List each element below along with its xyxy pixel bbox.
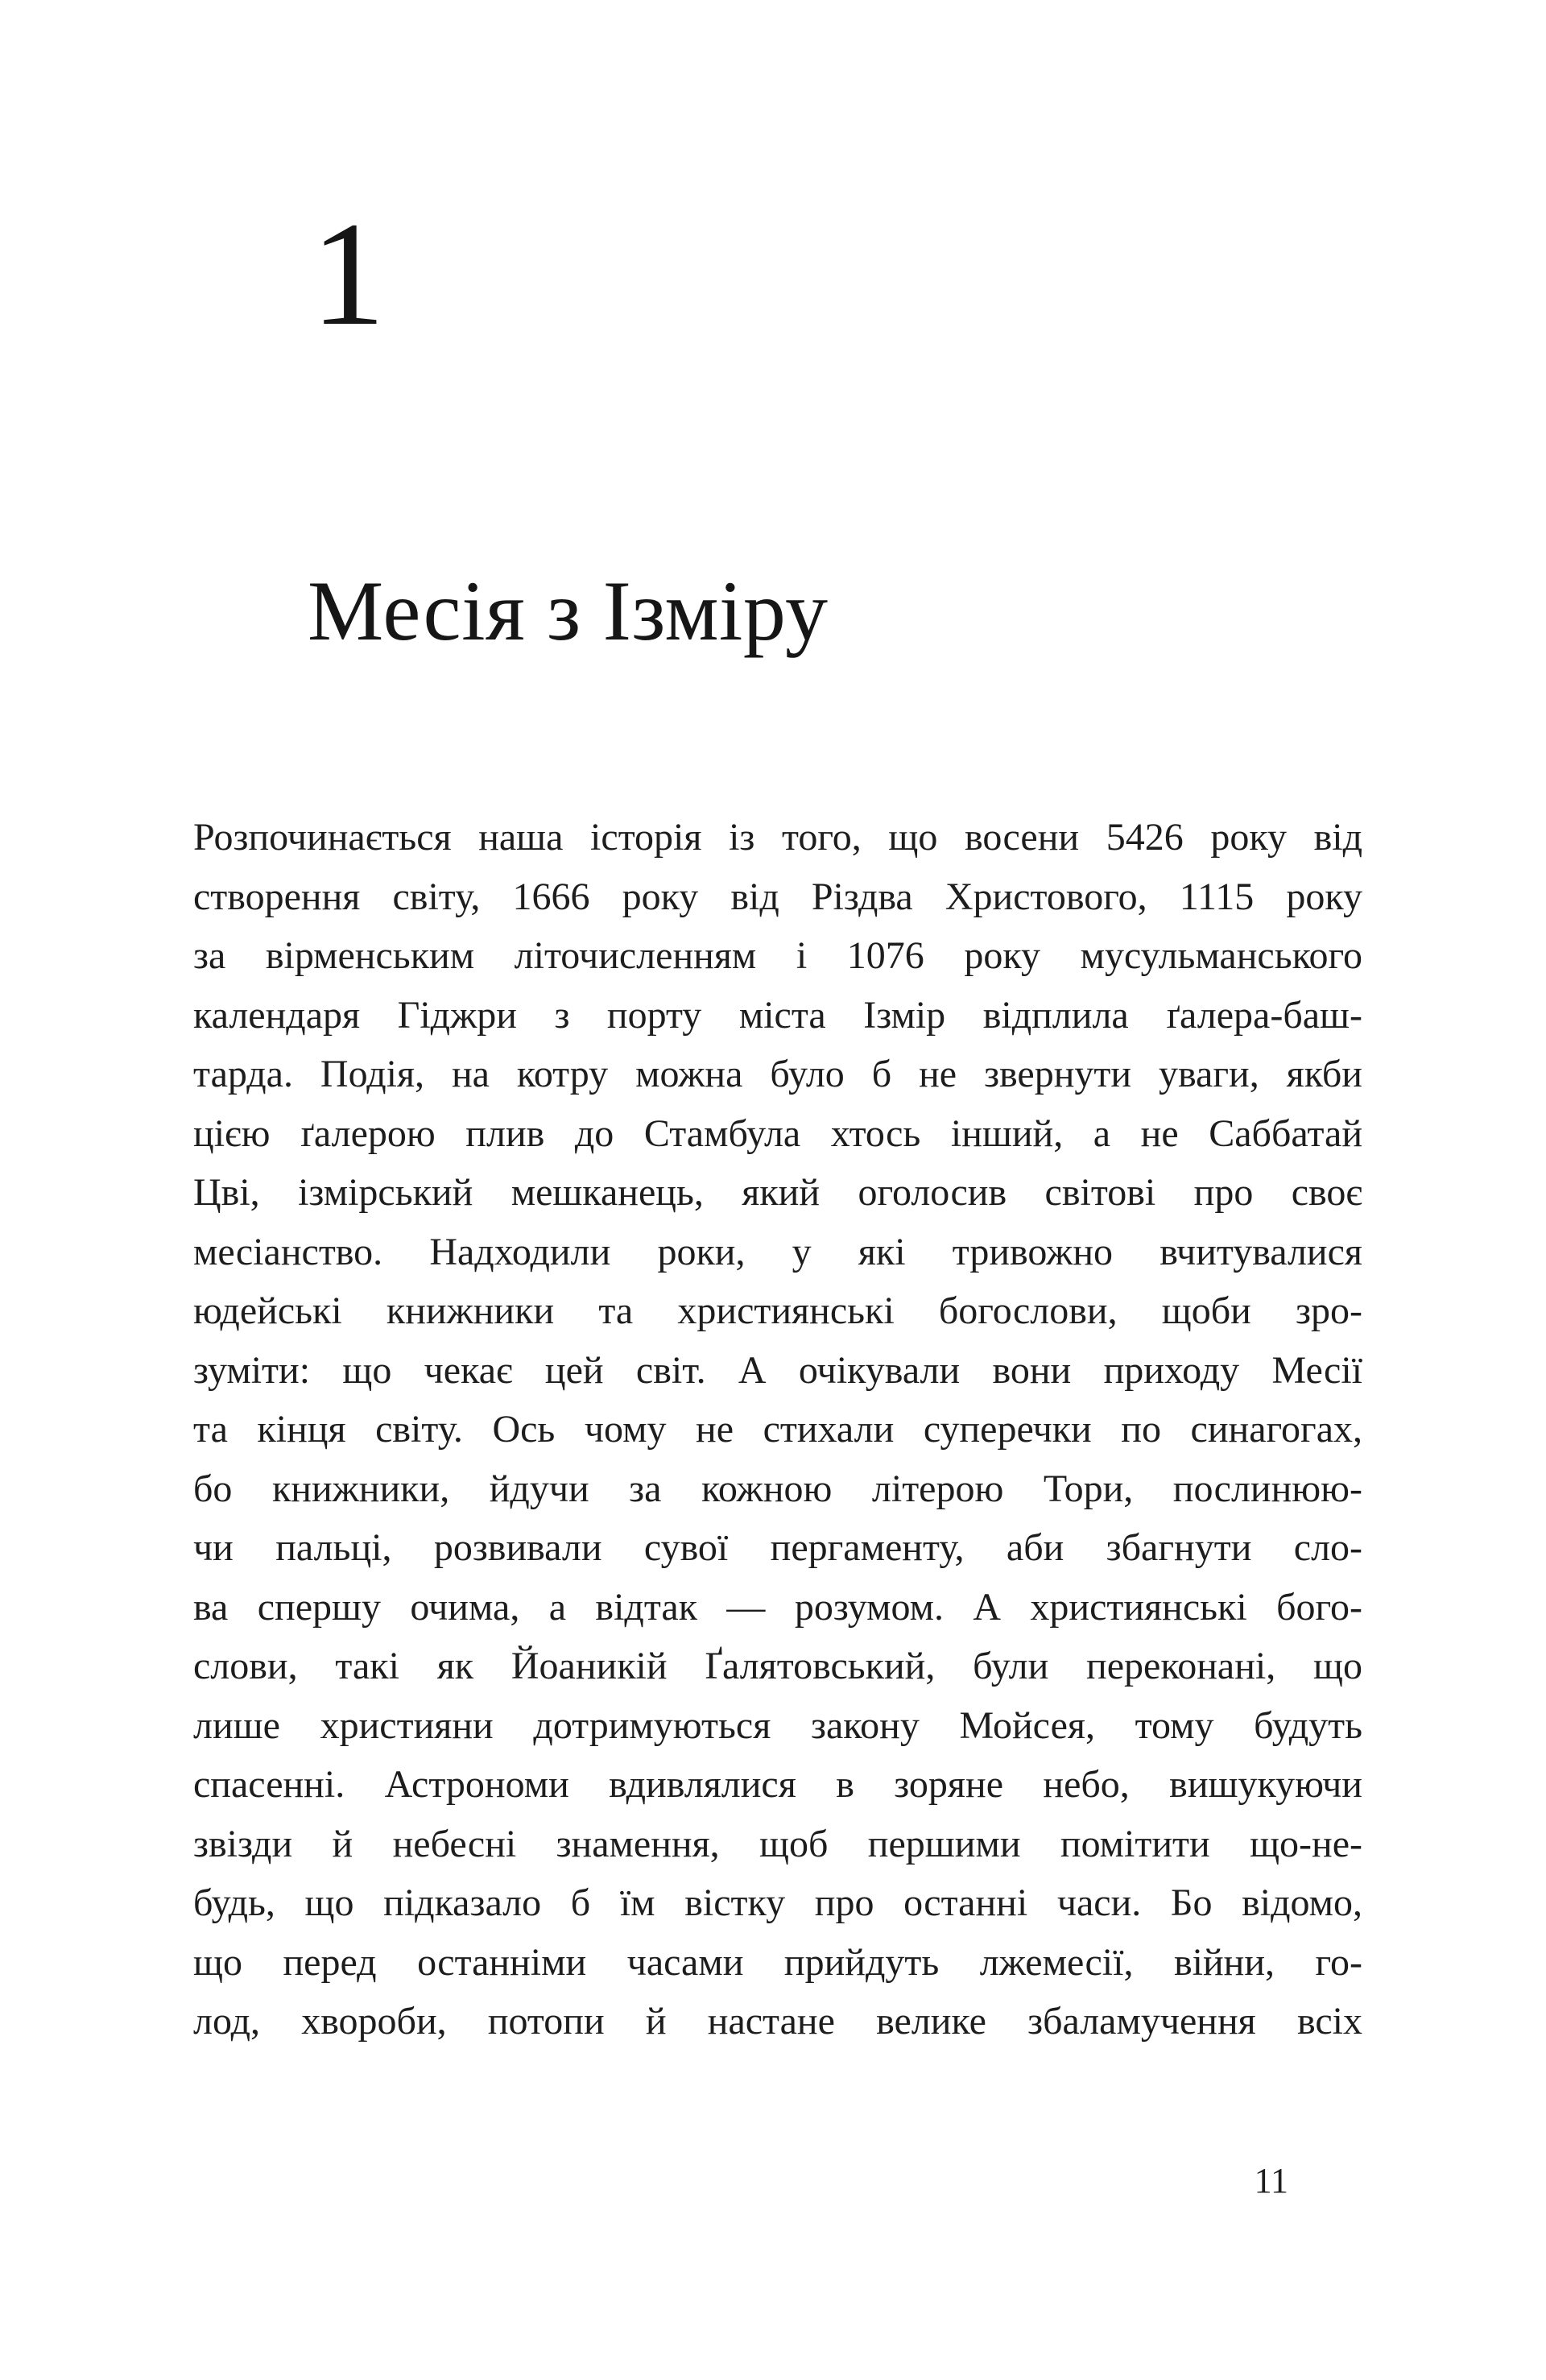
body-line: лише християни дотримуються закону Мойсея, тому будуть	[193, 1703, 1362, 1747]
body-line: та кінця світу. Ось чому не стихали суперечки по синагогах,	[193, 1408, 1362, 1451]
body-line: тарда. Подія, на котру можна було б не звернути уваги, якби	[193, 1053, 1362, 1095]
body-line: що перед останніми часами прийдуть лжемесії, війни, го-	[193, 1940, 1362, 1984]
body-line: будь, що підказало б їм вістку про останні часи. Бо відомо,	[193, 1881, 1362, 1924]
body-line: юдейські книжники та християнські богослови, щоби зро-	[193, 1289, 1362, 1332]
body-line: створення світу, 1666 року від Різдва Христового, 1115 року	[193, 875, 1362, 918]
body-line: цією ґалерою плив до Стамбула хтось інший, а не Саббатай	[193, 1111, 1362, 1155]
body-text	[193, 808, 1362, 2051]
body-line: бо книжники, йдучи за кожною літерою Тори, послинюю-	[193, 1467, 1362, 1510]
body-line: календаря Гіджри з порту міста Ізмір відплила ґалера-баш-	[193, 993, 1362, 1037]
chapter-title: Месія з Ізміру	[308, 564, 829, 658]
body-line: ва спершу очима, а відтак — розумом. А християнські бого-	[193, 1585, 1362, 1629]
body-line: слови, такі як Йоаникій Ґалятовський, були переконані, що	[193, 1645, 1362, 1687]
page-number: 11	[1254, 2161, 1288, 2200]
body-line: лод, хвороби, потопи й настане велике збаламучення всіх	[193, 2000, 1362, 2043]
chapter-number: 1	[311, 192, 386, 357]
body-line: Розпочинається наша історія із того, що восени 5426 року від	[193, 816, 1362, 859]
body-line: месіанство. Надходили роки, у які тривожно вчитувалися	[193, 1230, 1362, 1273]
body-line: Цві, ізмірський мешканець, який оголосив світові про своє	[193, 1171, 1362, 1214]
body-line: за вірменським літочисленням і 1076 року мусульманського	[193, 934, 1362, 977]
body-line: чи пальці, розвивали сувої пергаменту, аби збагнути сло-	[193, 1526, 1362, 1569]
body-line: зуміти: що чекає цей світ. А очікували вони приходу Месії	[193, 1348, 1362, 1392]
body-line: спасенні. Астрономи вдивлялися в зоряне небо, вишукуючи	[193, 1763, 1362, 1806]
body-line: звізди й небесні знамення, щоб першими помітити що-не-	[193, 1822, 1362, 1865]
